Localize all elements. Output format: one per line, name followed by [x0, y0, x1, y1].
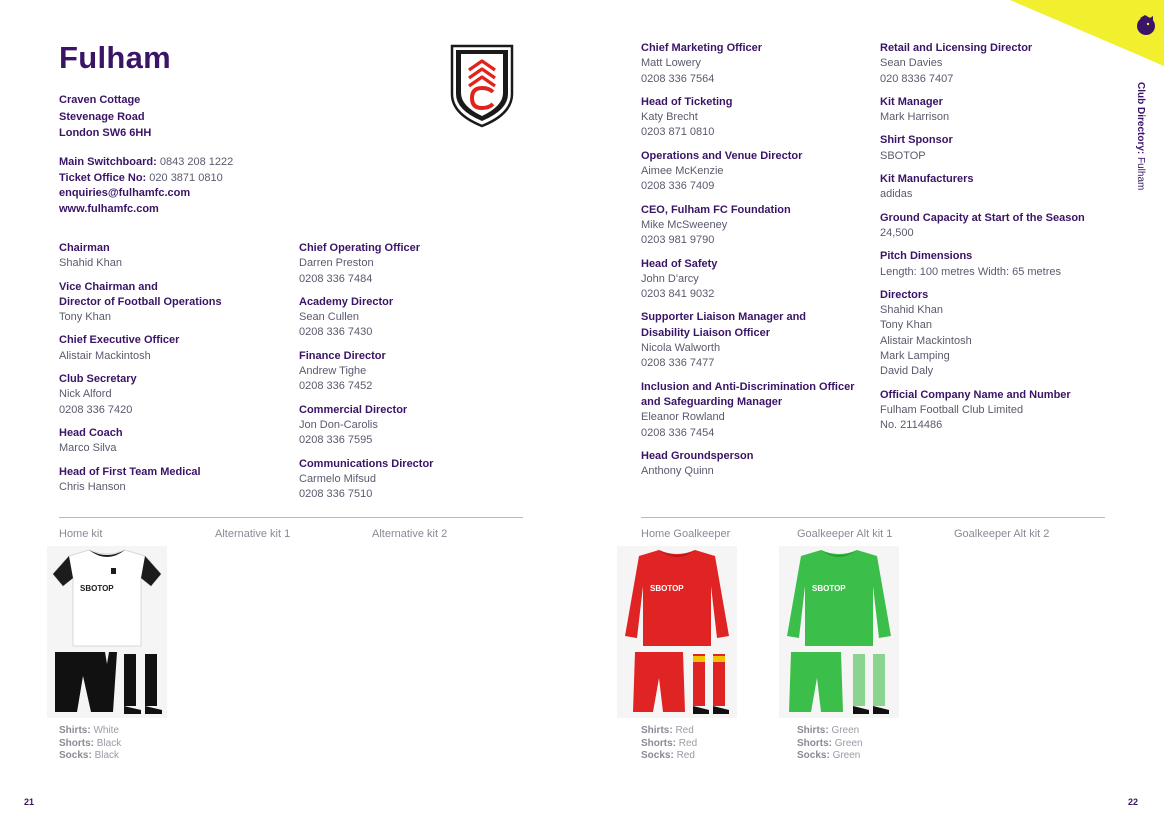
entry-value: Aimee McKenzie — [641, 165, 724, 178]
entry-value: Sean Cullen — [299, 311, 359, 324]
gk-home-kit-colors — [641, 725, 697, 763]
entry-value: Mike McSweeney — [641, 218, 728, 231]
entry-value: Nick Alford — [59, 388, 112, 401]
directory-entry — [880, 388, 1120, 434]
entry-value: Fulham Football Club Limited — [880, 403, 1024, 416]
socks-value: Green — [832, 750, 861, 761]
page-number-right: 22 — [1128, 797, 1139, 807]
page-number-left: 21 — [24, 797, 35, 807]
section-label: Club Directory: — [1135, 82, 1146, 155]
fulham-crest-logo — [449, 44, 515, 128]
directory-entry — [641, 95, 876, 141]
entry-value: adidas — [880, 188, 913, 201]
shirts-label: Shirts: — [59, 725, 91, 736]
directory-entry — [59, 426, 289, 457]
directory-entry — [880, 133, 1120, 164]
sponsor-text: SBOTOP — [812, 584, 846, 593]
entry-value: Chris Hanson — [59, 480, 126, 493]
entry-title: Head of First Team Medical — [59, 465, 201, 478]
entry-title: Chairman — [59, 242, 110, 254]
entry-value: John D'arcy — [641, 272, 699, 285]
directory-entry — [880, 249, 1120, 280]
entry-value: 0208 336 7510 — [299, 488, 373, 501]
staff-column-2 — [299, 241, 539, 510]
ticket-value: 020 3871 0810 — [149, 171, 223, 184]
entry-title: Chief Executive Officer — [59, 334, 180, 347]
entry-title: Retail and Licensing Director — [880, 42, 1033, 54]
switchboard-label: Main Switchboard: — [59, 156, 157, 168]
right-page — [582, 0, 1164, 826]
shorts-value: Green — [834, 737, 863, 749]
shirts-label: Shirts: — [641, 725, 673, 736]
entry-value: No. 2114486 — [880, 419, 943, 432]
directory-entry — [641, 449, 876, 480]
entry-value: Darren Preston — [299, 257, 374, 270]
directory-entry — [880, 288, 1120, 380]
entry-value: Length: 100 metres Width: 65 metres — [880, 265, 1061, 278]
entry-title: Official Company Name and Number — [880, 388, 1071, 401]
directory-entry — [641, 257, 876, 303]
socks-value: Black — [94, 750, 120, 761]
directory-entry — [641, 310, 876, 371]
shorts-value: Black — [96, 737, 122, 749]
directory-entry — [880, 41, 1120, 87]
gk-alt1-kit-colors — [797, 725, 863, 763]
entry-value: Mark Harrison — [880, 111, 950, 124]
directory-entry — [59, 280, 289, 326]
directory-entry — [59, 241, 289, 272]
shorts-value: Red — [678, 737, 698, 749]
entry-value: Katy Brecht — [641, 111, 698, 124]
entry-title: Commercial Director — [299, 403, 408, 416]
ticket-label: Ticket Office No: — [59, 171, 147, 184]
contact-block — [59, 155, 233, 217]
club-title: Fulham — [59, 40, 172, 75]
entry-title: Kit Manufacturers — [880, 173, 974, 186]
directory-entry — [59, 333, 289, 364]
email-link[interactable]: enquiries@fulhamfc.com — [59, 187, 191, 199]
shorts-label: Shorts: — [641, 737, 676, 749]
entry-value: 0203 871 0810 — [641, 126, 715, 139]
entry-title: Vice Chairman and Director of Football Operations — [59, 280, 222, 308]
entry-value: SBOTOP — [880, 149, 926, 162]
entry-value: Andrew Tighe — [299, 365, 367, 378]
entry-title: Supporter Liaison Manager and Disability Liaison Officer — [641, 311, 807, 339]
home-kit-colors — [59, 725, 121, 763]
entry-value: 0208 336 7452 — [299, 380, 373, 393]
staff-column-3 — [641, 41, 876, 487]
entry-title: Head of Safety — [641, 257, 718, 270]
shirts-value: White — [93, 725, 120, 736]
entry-value: Anthony Quinn — [641, 465, 714, 478]
entry-title: Academy Director — [299, 295, 394, 308]
directory-entry — [641, 41, 876, 87]
entry-value: Shahid Khan — [880, 304, 943, 317]
kit-label-gk-alt1: Goalkeeper Alt kit 1 — [797, 528, 893, 540]
entry-title: Kit Manager — [880, 95, 943, 108]
entry-title: CEO, Fulham FC Foundation — [641, 203, 791, 216]
kit-label-gk-home: Home Goalkeeper — [641, 528, 731, 540]
entry-value: 0208 336 7564 — [641, 72, 715, 85]
directory-entry — [641, 203, 876, 249]
entry-value: Sean Davies — [880, 57, 943, 70]
staff-column-1 — [59, 241, 289, 503]
kit-label-alt1: Alternative kit 1 — [215, 528, 291, 540]
staff-column-4 — [880, 41, 1120, 442]
entry-title: Head of Ticketing — [641, 95, 733, 108]
directory-entry — [59, 465, 289, 496]
shirts-value: Red — [675, 725, 694, 736]
divider — [59, 517, 523, 518]
entry-value: Eleanor Rowland — [641, 411, 725, 424]
entry-title: Chief Operating Officer — [299, 242, 421, 254]
entry-value: 0208 336 7484 — [299, 272, 373, 285]
entry-value: 0208 336 7420 — [59, 403, 133, 416]
gk-alt1-kit-image — [779, 546, 899, 718]
entry-value: 0203 841 9032 — [641, 288, 715, 301]
sponsor-text: SBOTOP — [80, 584, 114, 593]
directory-entry — [299, 241, 539, 287]
entry-value: Tony Khan — [880, 319, 932, 332]
entry-value: 020 8336 7407 — [880, 72, 954, 85]
entry-title: Head Coach — [59, 426, 123, 439]
directory-entry — [641, 149, 876, 195]
entry-value: 0208 336 7454 — [641, 426, 715, 439]
shirts-label: Shirts: — [797, 725, 829, 736]
club-address — [59, 92, 151, 142]
socks-value: Red — [676, 750, 695, 761]
entry-value: Carmelo Mifsud — [299, 472, 377, 485]
entry-title: Ground Capacity at Start of the Season — [880, 211, 1085, 224]
socks-label: Socks: — [59, 750, 92, 761]
directory-entry — [880, 172, 1120, 203]
entry-value: Tony Khan — [59, 311, 111, 324]
directory-entry — [299, 295, 539, 341]
divider — [641, 517, 1105, 518]
entry-title: Communications Director — [299, 457, 434, 470]
sponsor-text: SBOTOP — [650, 584, 684, 593]
entry-value: 0208 336 7595 — [299, 434, 373, 447]
entry-title: Pitch Dimensions — [880, 250, 973, 263]
entry-value: Matt Lowery — [641, 57, 701, 70]
entry-title: Inclusion and Anti-Discrimination Officer and Safeguarding Manager — [641, 380, 855, 408]
directory-entry — [880, 211, 1120, 242]
kit-label-home: Home kit — [59, 528, 103, 540]
entry-value: Jon Don-Carolis — [299, 418, 378, 431]
directory-entry — [299, 403, 539, 449]
switchboard-value: 0843 208 1222 — [159, 156, 234, 168]
entry-title: Head Groundsperson — [641, 449, 754, 462]
shorts-label: Shorts: — [797, 737, 832, 749]
shorts-label: Shorts: — [59, 737, 94, 749]
socks-label: Socks: — [641, 750, 674, 761]
entry-value: 0203 981 9790 — [641, 234, 715, 247]
entry-value: Alistair Mackintosh — [59, 349, 151, 362]
kit-label-alt2: Alternative kit 2 — [372, 528, 448, 540]
entry-value: Alistair Mackintosh — [880, 334, 972, 347]
directory-entry — [641, 380, 876, 441]
directory-entry — [59, 372, 289, 418]
home-kit-image — [47, 546, 167, 718]
entry-value: David Daly — [880, 365, 934, 378]
entry-value: 24,500 — [880, 226, 914, 239]
entry-value: 0208 336 7409 — [641, 180, 715, 193]
entry-value: Marco Silva — [59, 442, 117, 455]
section-club: Fulham — [1135, 157, 1146, 191]
entry-value: 0208 336 7430 — [299, 326, 373, 339]
shirts-value: Green — [831, 725, 860, 736]
website-link[interactable]: www.fulhamfc.com — [59, 202, 159, 215]
directory-entry — [299, 349, 539, 395]
address-line: London SW6 6HH — [59, 127, 152, 139]
entry-title: Chief Marketing Officer — [641, 42, 763, 54]
entry-title: Club Secretary — [59, 373, 137, 386]
address-line: Craven Cottage — [59, 94, 141, 106]
entry-value: Shahid Khan — [59, 257, 122, 270]
entry-value: Nicola Walworth — [641, 342, 721, 355]
socks-label: Socks: — [797, 750, 830, 761]
entry-title: Operations and Venue Director — [641, 149, 803, 162]
gk-home-kit-image — [617, 546, 737, 718]
directory-entry — [880, 95, 1120, 126]
entry-title: Finance Director — [299, 349, 386, 362]
entry-title: Directors — [880, 288, 929, 301]
kit-label-gk-alt2: Goalkeeper Alt kit 2 — [954, 528, 1050, 540]
entry-value: 0208 336 7477 — [641, 357, 715, 370]
entry-value: Mark Lamping — [880, 350, 950, 363]
address-line: Stevenage Road — [59, 110, 145, 123]
entry-title: Shirt Sponsor — [880, 134, 953, 147]
directory-entry — [299, 457, 539, 503]
